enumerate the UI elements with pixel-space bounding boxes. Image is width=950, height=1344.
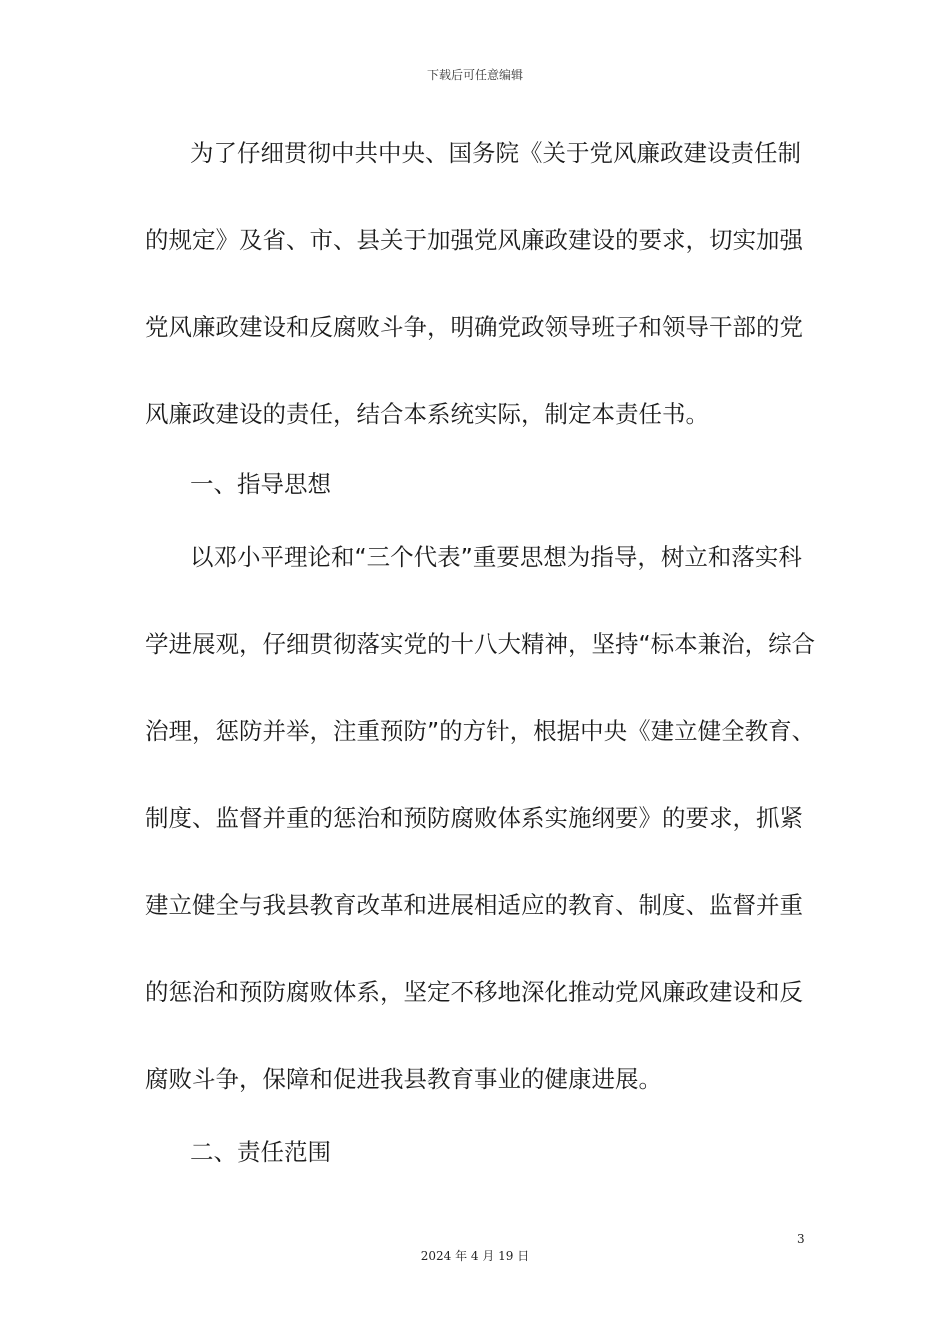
footer-date: 2024 年 4 月 19 日	[420, 1249, 530, 1263]
paragraph-line: 的规定》及省、市、县关于加强党风廉政建设的要求，切实加强	[145, 226, 803, 254]
paragraph-line: 党风廉政建设和反腐败斗争，明确党政领导班子和领导干部的党	[145, 313, 803, 341]
paragraph-line: 以邓小平理论和“三个代表”重要思想为指导，树立和落实科	[190, 543, 802, 571]
page-number: 3	[797, 1232, 805, 1246]
paragraph-line: 风廉政建设的责任，结合本系统实际，制定本责任书。	[145, 400, 709, 428]
paragraph-line: 治理，惩防并举，注重预防”的方针，根据中央《建立健全教育、	[145, 717, 815, 745]
paragraph-line: 学进展观，仔细贯彻落实党的十八大精神，坚持“标本兼治，综合	[145, 630, 815, 658]
paragraph-line: 建立健全与我县教育改革和进展相适应的教育、制度、监督并重	[145, 891, 803, 919]
section-heading: 二、责任范围	[190, 1138, 331, 1166]
paragraph-line: 制度、监督并重的惩治和预防腐败体系实施纲要》的要求，抓紧	[145, 804, 803, 832]
header-note: 下载后可任意编辑	[426, 68, 523, 82]
paragraph-line: 腐败斗争，保障和促进我县教育事业的健康进展。	[145, 1065, 662, 1093]
paragraph-line: 的惩治和预防腐败体系，坚定不移地深化推动党风廉政建设和反	[145, 978, 803, 1006]
section-heading: 一、指导思想	[190, 470, 331, 498]
paragraph-line: 为了仔细贯彻中共中央、国务院《关于党风廉政建设责任制	[190, 139, 801, 167]
